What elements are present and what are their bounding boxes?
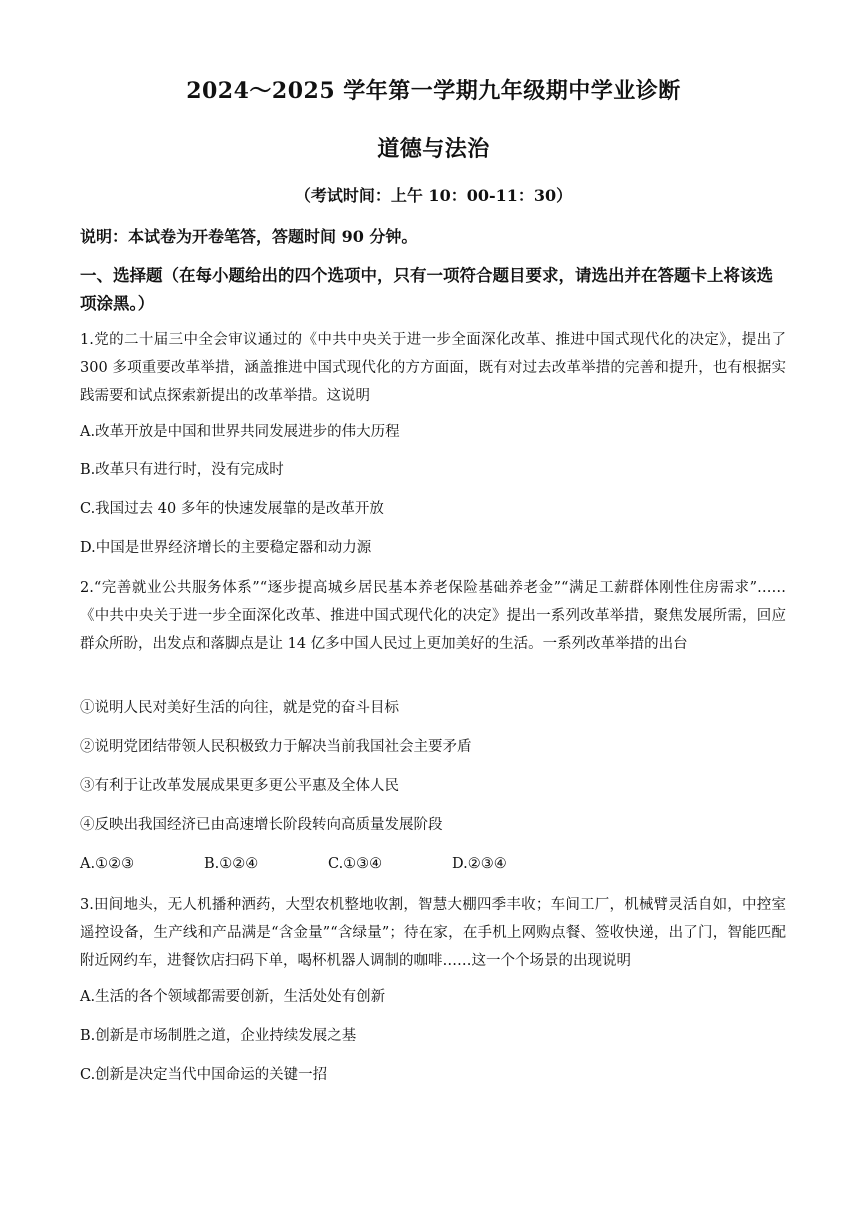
subject-title: 道德与法治	[377, 136, 490, 162]
section-heading: 一、选择题（在每小题给出的四个选项中，只有一项符合题目要求，请选出并在答题卡上将该选项涂黑。）	[80, 266, 773, 313]
question-1-option-b: B.改革只有进行时，没有完成时	[80, 462, 284, 478]
question-2-statement-3: ③有利于让改革发展成果更多更公平惠及全体人民	[80, 778, 399, 794]
question-2-option-b: B.①②④	[204, 856, 259, 872]
question-2-stem: 2.“完善就业公共服务体系”“逐步提高城乡居民基本养老保险基础养老金”“满足工薪群体刚性住房需求”……《中共中央关于进一步全面深化改革、推进中国式现代化的决定》提出一系列改革举措，聚焦发展所需，回应群众所盼，出发点和落脚点是让 14 亿多中国人民过上更加美好的生活。一系列改革举措的出台	[80, 580, 786, 652]
exam-time: （考试时间：上午 10：00-11：30）	[294, 186, 573, 205]
question-2-statement-4: ④反映出我国经济已由高速增长阶段转向高质量发展阶段	[80, 817, 443, 833]
question-2-statement-2: ②说明党团结带领人民积极致力于解决当前我国社会主要矛盾	[80, 739, 472, 755]
question-2-option-a: A.①②③	[80, 856, 135, 872]
question-2-options	[80, 853, 786, 875]
question-2-statement-1: ①说明人民对美好生活的向往，就是党的奋斗目标	[80, 700, 399, 716]
question-1-option-a: A.改革开放是中国和世界共同发展进步的伟大历程	[80, 424, 400, 440]
question-2-option-c: C.①③④	[328, 856, 383, 872]
exam-note: 说明：本试卷为开卷笔答，答题时间 90 分钟。	[80, 227, 418, 246]
question-3-option-b: B.创新是市场制胜之道，企业持续发展之基	[80, 1028, 357, 1044]
question-1-option-d: D.中国是世界经济增长的主要稳定器和动力源	[80, 540, 372, 556]
question-3-option-c: C.创新是决定当代中国命运的关键一招	[80, 1067, 328, 1083]
question-2-option-d: D.②③④	[452, 856, 507, 872]
question-3-option-a: A.生活的各个领域都需要创新，生活处处有创新	[80, 989, 386, 1005]
question-1-stem: 1.党的二十届三中全会审议通过的《中共中央关于进一步全面深化改革、推进中国式现代化的决定》，提出了 300 多项重要改革举措，涵盖推进中国式现代化的方方面面，既有对过去改革举措的完善和提升，也有根据实践需要和试点探索新提出的改革举措。这说明	[80, 332, 786, 404]
question-3-stem: 3.田间地头，无人机播种洒药，大型农机整地收割，智慧大棚四季丰收；车间工厂，机械臂灵活自如，中控室遥控设备，生产线和产品满是“含金量”“含绿量”；待在家，在手机上网购点餐、签收快递，出了门，智能匹配附近网约车，进餐饮店扫码下单，喝杯机器人调制的咖啡……这一个个场景的出现说明	[80, 897, 786, 969]
question-1-option-c: C.我国过去 40 多年的快速发展靠的是改革开放	[80, 501, 384, 517]
exam-title: 2024～2025 学年第一学期九年级期中学业诊断	[186, 78, 681, 104]
